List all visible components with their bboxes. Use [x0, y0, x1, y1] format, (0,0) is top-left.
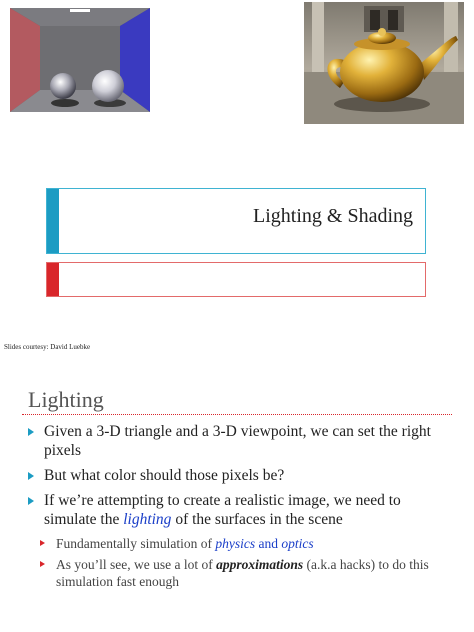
- sub-bullet-item: [26, 535, 456, 552]
- slide-credit: Slides courtesy: David Luebke: [4, 343, 91, 351]
- sub-bullet-emphasis-physics: physics: [215, 536, 256, 551]
- bullet-emphasis-lighting: lighting: [123, 511, 172, 528]
- title-accent-bar: [47, 189, 59, 253]
- heading-divider: [22, 414, 452, 415]
- subtitle-accent-bar: [47, 263, 59, 296]
- subtitle-box: [46, 262, 426, 297]
- sub-bullet-text-post: (a.k.a hacks) to do this simulation fast enough: [56, 557, 429, 589]
- bullet-list: [26, 422, 456, 594]
- bullet-item: [26, 491, 456, 529]
- bullet-arrow-icon: [28, 497, 34, 505]
- sub-bullet-arrow-icon: [40, 561, 45, 567]
- bullet-text: Given a 3-D triangle and a 3-D viewpoint, we can set the right pixels: [44, 423, 431, 459]
- title-box: [46, 188, 426, 254]
- sub-bullet-emphasis-optics: optics: [281, 536, 314, 551]
- cornell-box-image: [10, 8, 150, 112]
- bullet-arrow-icon: [28, 428, 34, 436]
- sub-bullet-arrow-icon: [40, 540, 45, 546]
- bullet-item: [26, 422, 456, 460]
- slide2-heading: Lighting: [28, 387, 104, 412]
- sub-bullet-item: [26, 556, 456, 590]
- sub-bullet-emphasis-approximations: approximations: [216, 557, 304, 572]
- sub-bullet-and: and: [255, 536, 282, 551]
- bullet-text-post: of the surfaces in the scene: [171, 511, 343, 528]
- bullet-text-pre: If we’re attempting to create a realistic image, we need to simulate the: [44, 492, 401, 528]
- bullet-text: But what color should those pixels be?: [44, 467, 285, 484]
- bullet-item: [26, 466, 456, 485]
- teapot-image: [304, 2, 464, 124]
- slide-title: Lighting & Shading: [253, 205, 413, 227]
- sub-bullet-text-pre: As you’ll see, we use a lot of: [56, 557, 217, 572]
- bullet-arrow-icon: [28, 472, 34, 480]
- sub-bullet-text-pre: Fundamentally simulation of: [56, 536, 216, 551]
